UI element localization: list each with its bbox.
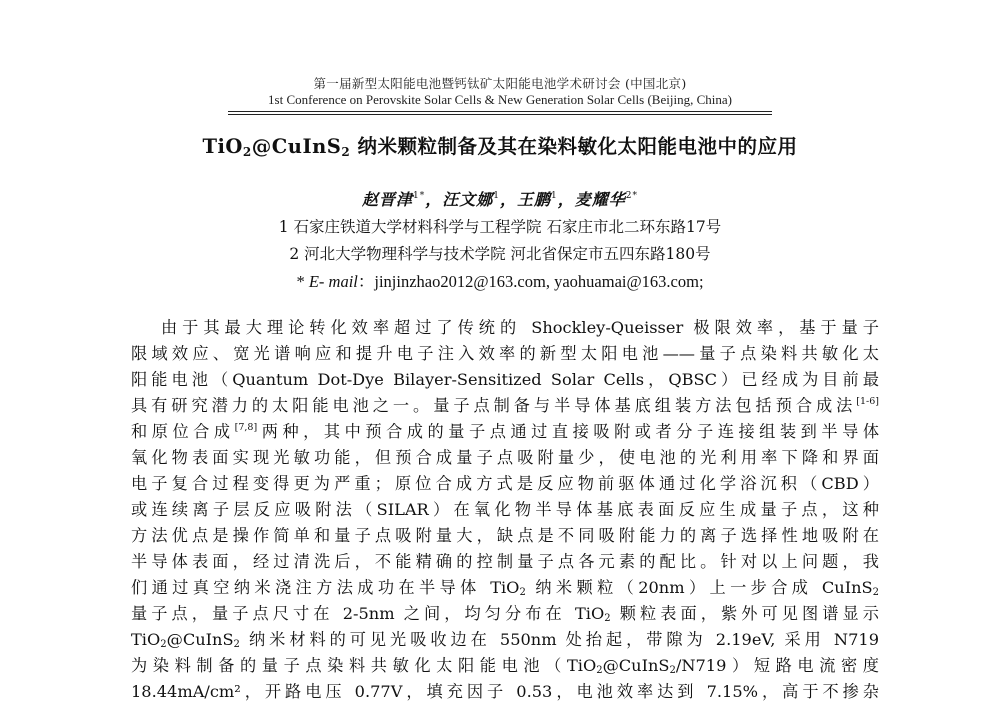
author-name: 王鹏 <box>517 190 552 209</box>
body-line: 氧化物表面实现光敏功能，但预合成量子点吸附量少，使电池的光利用率下降和界面 <box>131 448 879 467</box>
body-line: 限域效应、宽光谱响应和提升电子注入效率的新型太阳电池——量子点染料共敏化太 <box>131 344 879 363</box>
paper-title: TiO$_2$@CuInS$_2$ 纳米颗粒制备及其在染料敏化太阳能电池中的应用 <box>202 135 798 159</box>
body-line: 由于其最大理论转化效率超过了传统的 Shockley-Queisser 极限效率，基于量子 <box>161 318 879 337</box>
body-line: TiO$_2$@CuInS$_2$ 纳米材料的可见光吸收边在 550nm 处抬起，带隙为 2.19eV, 采用 N719 <box>131 630 879 650</box>
author-name: 麦耀华 <box>574 190 626 209</box>
conference-header-cn: 第一届新型太阳能电池暨钙钛矿太阳能电池学术研讨会 (中国北京) <box>313 76 687 91</box>
citation: [7,8] <box>234 422 258 433</box>
body-line: 半导体表面，经过清洗后，不能精确的控制量子点各元素的配比。针对以上问题，我 <box>131 552 879 571</box>
body-line: 为染料制备的量子点染料共敏化太阳能电池（TiO$_2$@CuInS$_2$/N719）短路电流密度 <box>131 656 879 676</box>
body-line: 和原位合成[7,8]两种，其中预合成的量子点通过直接吸附或者分子连接组装到半导体 <box>131 422 879 441</box>
body-line: 具有研究潜力的太阳能电池之一。量子点制备与半导体基底组装方法包括预合成法[1-6] <box>131 396 879 415</box>
affiliation-2: 2 河北大学物理科学与技术学院 河北省保定市五四东路180号 <box>289 245 711 263</box>
body-line: 们通过真空纳米浇注方法成功在半导体 TiO$_2$ 纳米颗粒（20nm）上一步合成 CuInS$_2$ <box>131 578 879 598</box>
author-name: 汪文娜 <box>442 190 494 209</box>
body-line: 量子点，量子点尺寸在 2-5nm 之间，均匀分布在 TiO$_2$ 颗粒表面，紫外可见图谱显示 <box>131 604 879 624</box>
author-list: 赵晋津$^{1*}$，汪文娜$^1$，王鹏$^1$，麦耀华$^{2*}$ <box>361 190 639 209</box>
citation: [1-6] <box>856 396 879 407</box>
conference-header-en: 1st Conference on Perovskite Solar Cells & New Generation Solar Cells (Beijing, China) <box>268 92 732 107</box>
body-line: 阳能电池（Quantum Dot-Dye Bilayer-Sensitized Solar Cells，QBSC）已经成为目前最 <box>131 370 879 389</box>
header-rule-top <box>228 111 772 112</box>
body-line: 或连续离子层反应吸附法（SILAR）在氧化物半导体基底表面反应生成量子点，这种 <box>131 500 879 519</box>
contact-email: * E- mail：jinjinzhao2012@163.com, yaohuamai@163.com; <box>296 272 704 291</box>
header-rule-bottom <box>228 114 772 115</box>
body-line: 18.44mA/cm²，开路电压 0.77V，填充因子 0.53，电池效率达到 7.15%，高于不掺杂 <box>131 682 879 701</box>
body-line: 方法优点是操作简单和量子点吸附量大，缺点是不同吸附能力的离子选择性地吸附在 <box>131 526 879 545</box>
affiliation-1: 1 石家庄铁道大学材料科学与工程学院 石家庄市北二环东路17号 <box>278 218 722 236</box>
body-line: 电子复合过程变得更为严重；原位合成方式是反应物前驱体通过化学浴沉积（CBD） <box>131 474 879 493</box>
author-name: 赵晋津 <box>361 190 413 209</box>
